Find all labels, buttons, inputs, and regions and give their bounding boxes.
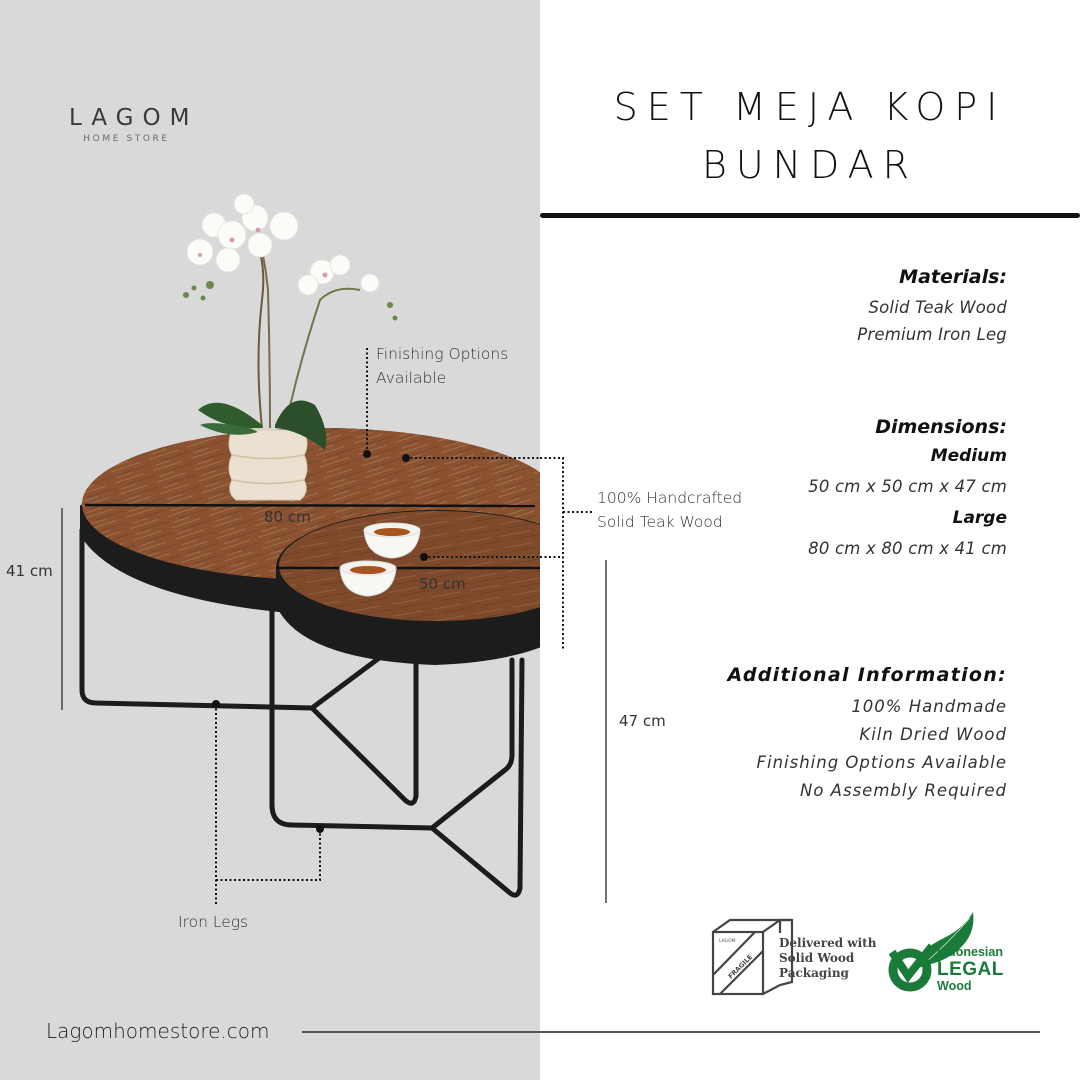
dimensions-heading: Dimensions: bbox=[875, 416, 1007, 438]
handcrafted-leader-extension bbox=[540, 455, 600, 655]
large-diameter-label: 80 cm bbox=[264, 508, 311, 526]
additional-info-item: Kiln Dried Wood bbox=[859, 725, 1007, 744]
dimensions-large-label: Large bbox=[952, 508, 1007, 528]
callout-handcrafted: 100% Handcrafted Solid Teak Wood bbox=[597, 489, 743, 531]
svg-text:LAGOM: LAGOM bbox=[719, 939, 736, 944]
dimensions-large-value: 80 cm x 80 cm x 41 cm bbox=[808, 539, 1007, 558]
materials-heading: Materials: bbox=[899, 266, 1007, 288]
materials-item: Premium Iron Leg bbox=[857, 325, 1007, 344]
dimensions-medium-label: Medium bbox=[930, 446, 1007, 466]
medium-diameter-label: 50 cm bbox=[419, 575, 466, 593]
large-diameter-line bbox=[85, 505, 535, 506]
brand-tagline: HOME STORE bbox=[83, 134, 170, 144]
additional-info-section bbox=[607, 661, 1007, 805]
additional-info-item: Finishing Options Available bbox=[756, 753, 1007, 772]
packaging-badge-text: Delivered with Solid Wood Packaging bbox=[779, 936, 877, 980]
materials-section bbox=[647, 263, 1007, 348]
large-height-label: 41 cm bbox=[6, 562, 53, 580]
footer-divider bbox=[302, 1031, 1040, 1033]
website-link[interactable]: Lagomhomestore.com bbox=[46, 1019, 270, 1043]
page-title: SET MEJA KOPI BUNDAR bbox=[613, 85, 1007, 187]
title-divider bbox=[540, 213, 1080, 218]
dimensions-section bbox=[647, 413, 1007, 565]
medium-height-label: 47 cm bbox=[619, 712, 666, 730]
additional-info-item: No Assembly Required bbox=[800, 781, 1007, 800]
legal-wood-badge-text: Indonesian LEGAL Wood bbox=[937, 945, 1004, 993]
callout-iron-legs: Iron Legs bbox=[178, 913, 249, 931]
callout-finishing: Finishing Options Available bbox=[376, 345, 509, 387]
materials-item: Solid Teak Wood bbox=[868, 298, 1007, 317]
additional-info-item: 100% Handmade bbox=[851, 697, 1007, 716]
svg-text:FRAGILE: FRAGILE bbox=[726, 952, 755, 981]
additional-info-heading: Additional Information: bbox=[727, 664, 1007, 686]
dimensions-medium-value: 50 cm x 50 cm x 47 cm bbox=[808, 477, 1007, 496]
brand-name: LAGOM bbox=[69, 105, 199, 131]
